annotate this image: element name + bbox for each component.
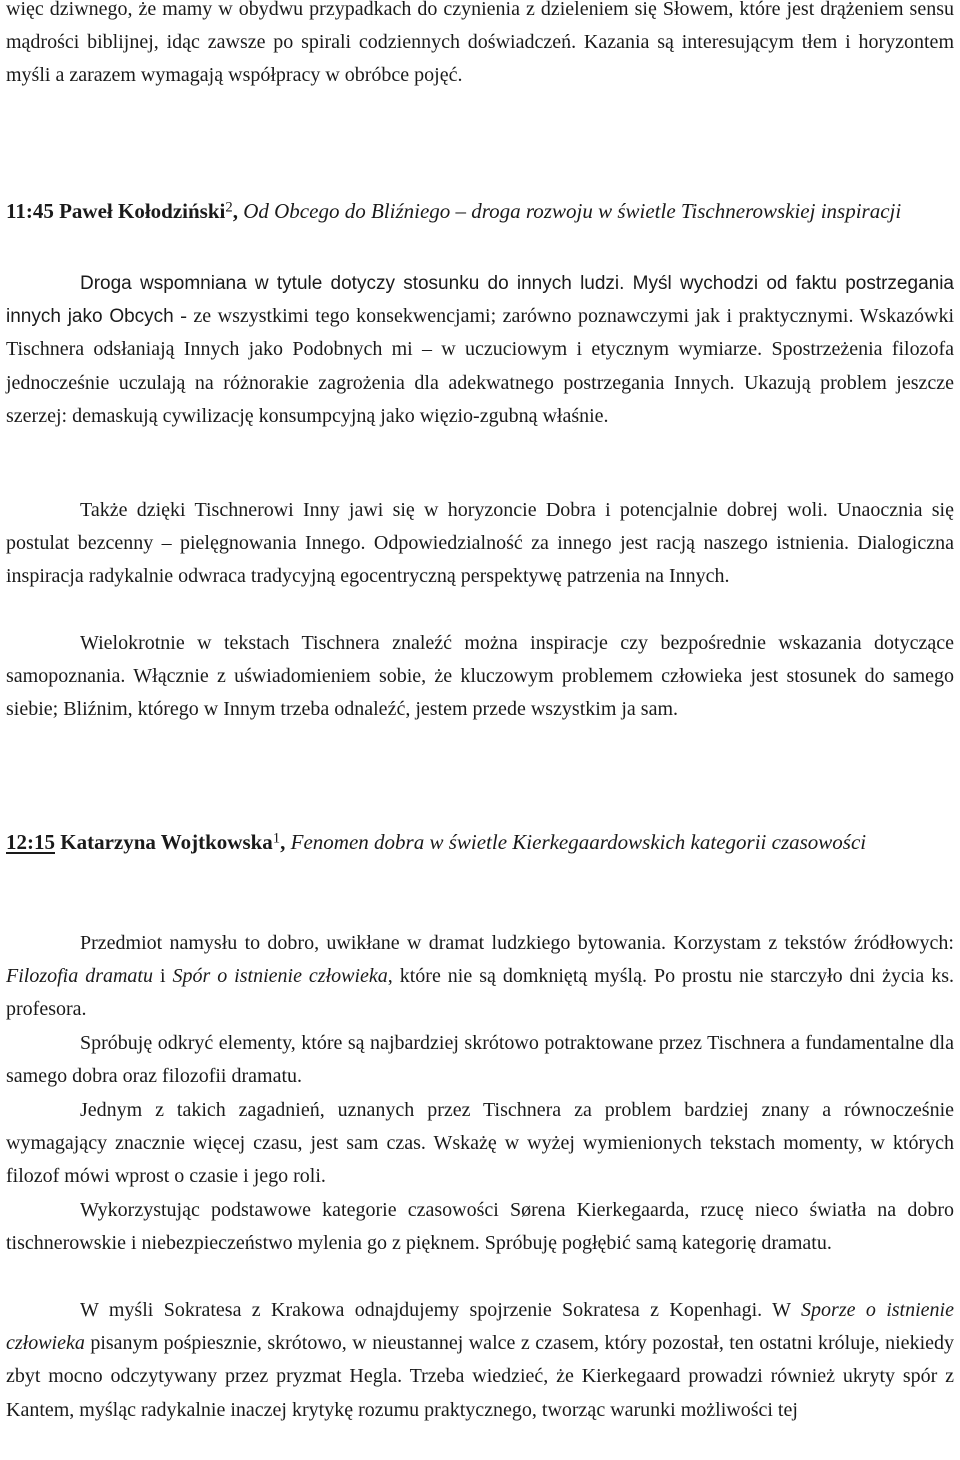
section2-paragraph-1: Przedmiot namysłu to dobro, uwikłane w dramat ludzkiego bytowania. Korzystam z tekstów źródłowych: Filozofia dramatu i Spór o istnienie człowieka, które nie są domkniętą myślą. Po prostu nie starczyło dni życia ks. profesora. [6, 932, 955, 1021]
section-heading-2: 12:15 Katarzyna Wojtkowska$^1$, Fenomen dobra w świetle Kierkegaardowskich kategorii czasowości [6, 830, 867, 854]
session-time-1: 11:45 [6, 199, 54, 223]
talk-title-1: Od Obcego do Bliźniego – droga rozwoju w świetle Tischnerowskiej inspiracji [243, 199, 902, 223]
section1-p1-serif: - ze wszystkimi tego konsekwencjami; zarówno poznawczymi jak i praktycznymi. Wskazówki Tischnera odsłaniają Innych jako Podobnych mi – w uczuciowym i etycznym wymiarze. Spostrzeżenia filozofa jednocześnie uczulają na różnorakie zagrożenia dla adekwatnego postrzegania Innych. Ukazują problem jeszcze szerzej: demaskują cywilizację konsumpcyjną jako więzio-zgubną właśnie. [6, 305, 954, 427]
speaker-footnote-2: 1 [272, 830, 281, 847]
speaker-name-2: Katarzyna Wojtkowska [60, 830, 273, 854]
talk-title-2: Fenomen dobra w świetle Kierkegaardowskich kategorii czasowości [290, 830, 867, 854]
section1-paragraph-1 [6, 267, 954, 433]
section-heading-1: 11:45 Paweł Kołodziński$^2$, Od Obcego do Bliźniego – droga rozwoju w świetle Tischnerowskiej inspiracji [6, 199, 902, 223]
section2-paragraph-3: Jednym z takich zagadnień, uznanych przez Tischnera za problem bardziej znany a równocześnie wymagający znacznie więcej czasu, jest sam czas. Wskażę w wyżej wymienionych tekstach momenty, w których filozof mówi wprost o czasie i jego roli. [6, 1099, 954, 1188]
section1-p1-sans: Droga wspomniana w tytule dotyczy stosunku do innych ludzi. Myśl wychodzi od faktu postrzegania innych jako Obcych [6, 273, 954, 328]
section2-paragraph-2: Spróbuję odkryć elementy, które są najbardziej skrótowo potraktowane przez Tischnera a fundamentalne dla samego dobra oraz filozofii dramatu. [6, 1032, 954, 1088]
intro-text: więc dziwnego, że mamy w obydwu przypadkach do czynienia z dzieleniem się Słowem, które jest drążeniem sensu mądrości biblijnej, idąc zawsze po spirali codziennych doświadczeń. Kazania są interesującym tłem i horyzontem myśli a zarazem wymagają współpracy w obróbce pojęć. [6, 0, 954, 87]
section2-paragraph-4: Wykorzystując podstawowe kategorie czasowości Sørena Kierkegaarda, rzucę nieco światła na dobro tischnerowskie i niebezpieczeństwo mylenia go z pięknem. Spróbuję pogłębić samą kategorię dramatu. [6, 1199, 954, 1255]
section1-paragraph-2: Także dzięki Tischnerowi Inny jawi się w horyzoncie Dobra i potencjalnie dobrej woli. Unaocznia się postulat bezcenny – pielęgnowania Innego. Odpowiedzialność za innego jest racją naszego istnienia. Dialogiczna inspiracja radykalnie odwraca tradycyjną egocentryczną perspektywę patrzenia na Innych. [6, 499, 954, 588]
section2-paragraph-5: W myśli Sokratesa z Krakowa odnajdujemy spojrzenie Sokratesa z Kopenhagi. W Sporze o istnienie człowieka pisanym pośpiesznie, skrótowo, w nieustannej walce z czasem, który pozostał, ten ostatni króluje, niekiedy zbyt mocno odczytywany przez pryzmat Hegla. Trzeba wiedzieć, że Kierkegaard prowadzi również ukryty spór z Kantem, myśląc radykalnie inaczej krytykę rozumu praktycznego, tworząc warunki możliwości tej [6, 1299, 954, 1421]
speaker-footnote-1: 2 [225, 199, 233, 216]
section1-paragraph-3: Wielokrotnie w tekstach Tischnera znaleźć można inspiracje czy bezpośrednie wskazania dotyczące samopoznania. Włącznie z uświadomieniem sobie, że kluczowym problemem człowieka jest stosunek do samego siebie; Bliźnim, którego w Innym trzeba odnaleźć, jestem przede wszystkim ja sam. [6, 632, 954, 721]
intro-paragraph [6, 0, 954, 93]
speaker-name-1: Paweł Kołodziński [59, 199, 226, 223]
session-time-2: 12:15 [6, 830, 55, 854]
